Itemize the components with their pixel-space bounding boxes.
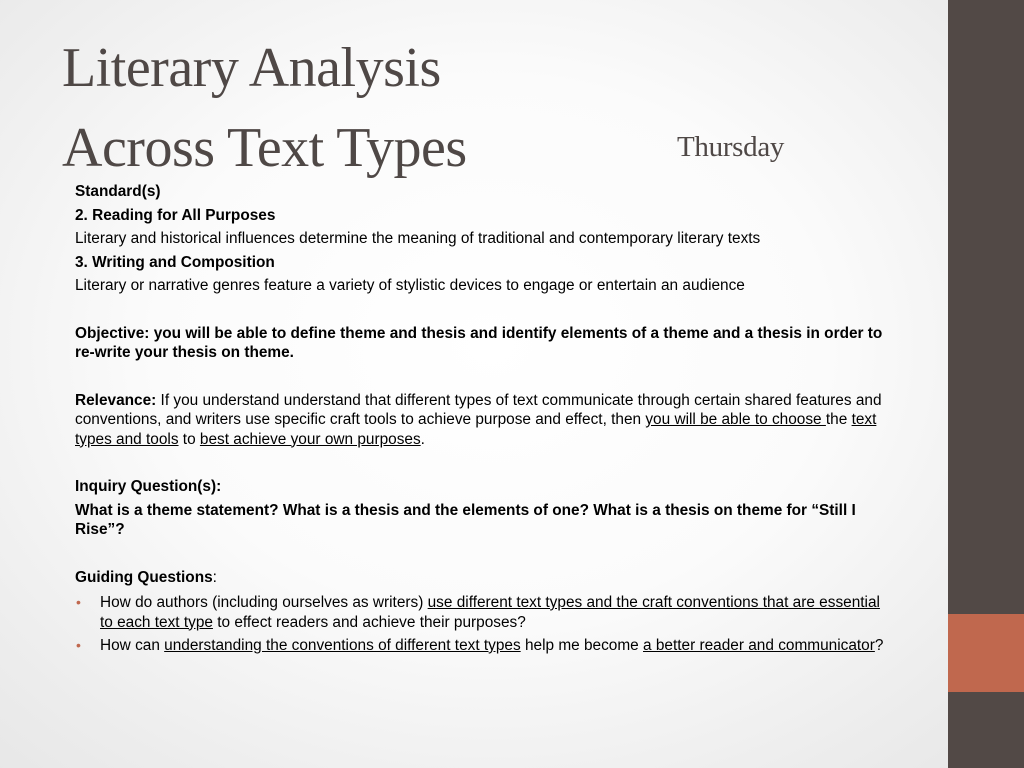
relevance-paragraph [75, 391, 893, 450]
inquiry-heading: Inquiry Question(s): [75, 478, 222, 495]
gq2-post: ? [874, 637, 884, 654]
standard-2-text: Literary and historical influences determine the meaning of traditional and contemporary literary texts [75, 230, 761, 247]
guiding-question-1 [75, 593, 893, 632]
guiding-questions-heading [75, 568, 893, 588]
objective-text: Objective: you will be able to define theme and thesis and identify elements of a theme and a thesis in order to re-write your thesis on theme. [75, 324, 883, 361]
gq2-pre: How can [100, 637, 165, 654]
guiding-question-2 [75, 636, 893, 656]
standard-3-text: Literary or narrative genres feature a variety of stylistic devices to engage or entertain an audience [75, 277, 745, 294]
gq2-underline-2: a better reader and communicator [643, 637, 875, 654]
slide-body [75, 182, 893, 660]
slide-title [62, 28, 922, 188]
relevance-underline-2: text types and tools [75, 411, 877, 448]
standard-2-heading: 2. Reading for All Purposes [75, 206, 276, 224]
title-line-1: Literary Analysis [62, 37, 441, 99]
guiding-label: Guiding Questions [75, 568, 213, 586]
bullet-icon: • [76, 594, 81, 610]
relevance-text-3: to [178, 430, 200, 448]
bullet-icon: • [76, 637, 81, 653]
day-label: Thursday [677, 131, 785, 163]
gq1-post: to effect readers and achieve their purposes? [212, 613, 526, 631]
standards-heading: Standard(s) [75, 183, 161, 200]
gq1-underline: use different text types and the craft conventions that are essential to each text type [100, 594, 880, 631]
side-accent-block [948, 614, 1024, 692]
standard-3-heading: 3. Writing and Composition [75, 253, 275, 271]
gq2-underline-1: understanding the conventions of different text types [164, 637, 521, 654]
relevance-underline-3: best achieve your own purposes [199, 430, 421, 448]
gq2-mid: help me become [520, 637, 644, 654]
relevance-text-2: the [825, 411, 852, 428]
relevance-underline-1: you will be able to choose [645, 411, 826, 428]
relevance-label: Relevance: [75, 391, 157, 409]
inquiry-text: What is a theme statement? What is a thesis and the elements of one? What is a thesis on theme for “Still I Rise”? [75, 501, 856, 538]
gq1-pre: How do authors (including ourselves as writers) [100, 594, 428, 611]
guiding-colon: : [212, 568, 217, 586]
guiding-questions-list [75, 593, 893, 656]
title-line-2: Across Text Types [62, 117, 467, 179]
relevance-text-4: . [420, 430, 425, 448]
relevance-text-1: If you understand understand that different types of text communicate through certain shared features and conventions, and writers use specific craft tools to achieve purpose and effect, then [75, 391, 882, 428]
